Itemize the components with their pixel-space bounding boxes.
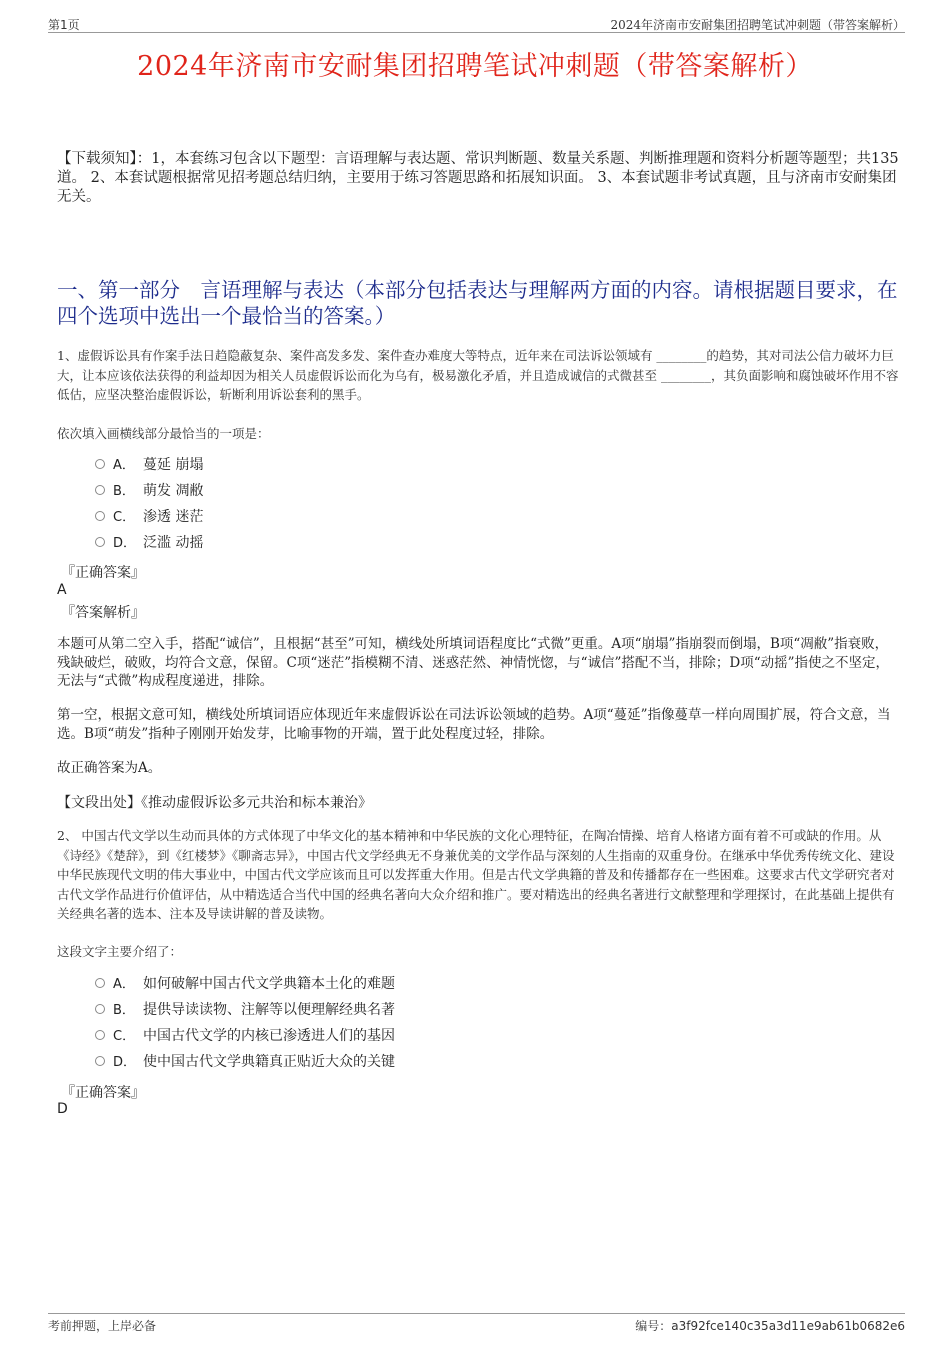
radio-icon[interactable] (95, 1030, 105, 1040)
footer-slogan: 考前押题，上岸必备 (48, 1319, 157, 1333)
download-notice: 【下载须知】：1，本套练习包含以下题型：言语理解与表达题、常识判断题、数量关系题、判断推理题和资料分析题等题型；共135道。 2、本套试题根据常见招考题总结归纳，主要用于练习答题思路和拓展知识面。 3、本套试题非考试真题，且与济南市安耐集团无关。 (57, 151, 899, 205)
answer-label: 『正确答案』 (61, 565, 145, 581)
analysis-paragraph-3: 故正确答案为A。 (57, 760, 162, 776)
page-number: 第1页 (48, 18, 80, 32)
question-2-text: 2、 中国古代文学以生动而具体的方式体现了中华文化的基本精神和中华民族的文化心理特征，在陶冶情操、培育人格诸方面有着不可或缺的作用。从《诗经》《楚辞》，到《红楼梦》《聊斋志异》，中国古代文学经典无不身兼优美的文学作品与深刻的人生指南的双重身份。在继承中华优秀传统文化、建设中华民族现代文明的伟大事业中，中国古代文学应该而且可以发挥重大作用。但是古代文学典籍的普及和传播都存在一些困难。这要求古代文学研究者对古代文学作品进行价值评估，从中精选适合当代中国的经典名著向大众介绍和推广。要对精选出的经典名著进行文献整理和学理探讨，在此基础上提供有关经典名著的选本、注本及导读讲解的普及读物。 (57, 828, 895, 921)
question-1-options (95, 452, 203, 556)
section-heading: 一、第一部分 言语理解与表达（本部分包括表达与理解两方面的内容。请根据题目要求，在四个选项中选出一个最恰当的答案。） (57, 278, 898, 328)
option-d[interactable]: D． 使中国古代文学典籍真正贴近大众的关键 (95, 1049, 395, 1075)
header-doc-title: 2024年济南市安耐集团招聘笔试冲刺题（带答案解析） (610, 18, 905, 32)
question-1-prompt: 依次填入画横线部分最恰当的一项是： (57, 426, 270, 441)
analysis-paragraph-2: 第一空，根据文意可知，横线处所填词语应体现近年来虚假诉讼在司法诉讼领域的趋势。A项“蔓延”指像蔓草一样向周围扩展，符合文意，当选。B项“萌发”指种子刚刚开始发芽，比喻事物的开端，置于此处程度过轻，排除。 (57, 707, 891, 742)
radio-icon[interactable] (95, 485, 105, 495)
analysis-label: 『答案解析』 (61, 605, 145, 621)
option-d[interactable]: D． 泛滥 动摇 (95, 530, 203, 556)
question-1-text: 1、虚假诉讼具有作案手法日趋隐蔽复杂、案件高发多发、案件查办难度大等特点，近年来在司法诉讼领域有 ________的趋势，其对司法公信力破坏力巨大，让本应该依法获得的利益却因为相关人员虚假诉讼而化为乌有，极易激化矛盾，并且造成诚信的式微甚至 ________，其负面影响和腐蚀破坏作用不容低估，应坚决整治虚假诉讼，斩断利用诉讼套利的黑手。 (57, 348, 899, 402)
option-b[interactable]: B． 萌发 凋敝 (95, 478, 203, 504)
radio-icon[interactable] (95, 537, 105, 547)
answer-label: 『正确答案』 (61, 1085, 145, 1101)
question-2-options (95, 971, 395, 1075)
radio-icon[interactable] (95, 459, 105, 469)
analysis-paragraph-1: 本题可从第二空入手，搭配“诚信”，且根据“甚至”可知，横线处所填词语程度比“式微”更重。A项“崩塌”指崩裂而倒塌，B项“凋敝”指衰败，残缺破烂，破败，均符合文意，保留。C项“迷茫”指模糊不清、迷惑茫然、神情恍惚，与“诚信”搭配不当，排除；D项“动摇”指使之不坚定，无法与“式微”构成程度递进，排除。 (57, 636, 890, 689)
answer-value: A (57, 582, 67, 598)
page-footer (48, 1313, 905, 1334)
radio-icon[interactable] (95, 511, 105, 521)
radio-icon[interactable] (95, 1004, 105, 1014)
option-b[interactable]: B． 提供导读读物、注解等以便理解经典名著 (95, 997, 395, 1023)
radio-icon[interactable] (95, 1056, 105, 1066)
document-title: 2024年济南市安耐集团招聘笔试冲刺题（带答案解析） (137, 51, 813, 82)
document-code: 编号：a3f92fce140c35a3d11e9ab61b0682e6 (635, 1319, 905, 1333)
question-2-prompt: 这段文字主要介绍了： (57, 944, 183, 959)
option-a[interactable]: A． 蔓延 崩塌 (95, 452, 203, 478)
page-header (48, 14, 905, 33)
option-c[interactable]: C． 中国古代文学的内核已渗透进人们的基因 (95, 1023, 395, 1049)
text-source: 【文段出处】《推动虚假诉讼多元共治和标本兼治》 (57, 795, 372, 811)
answer-value: D (57, 1101, 68, 1117)
option-a[interactable]: A． 如何破解中国古代文学典籍本土化的难题 (95, 971, 395, 997)
radio-icon[interactable] (95, 978, 105, 988)
option-c[interactable]: C． 渗透 迷茫 (95, 504, 203, 530)
